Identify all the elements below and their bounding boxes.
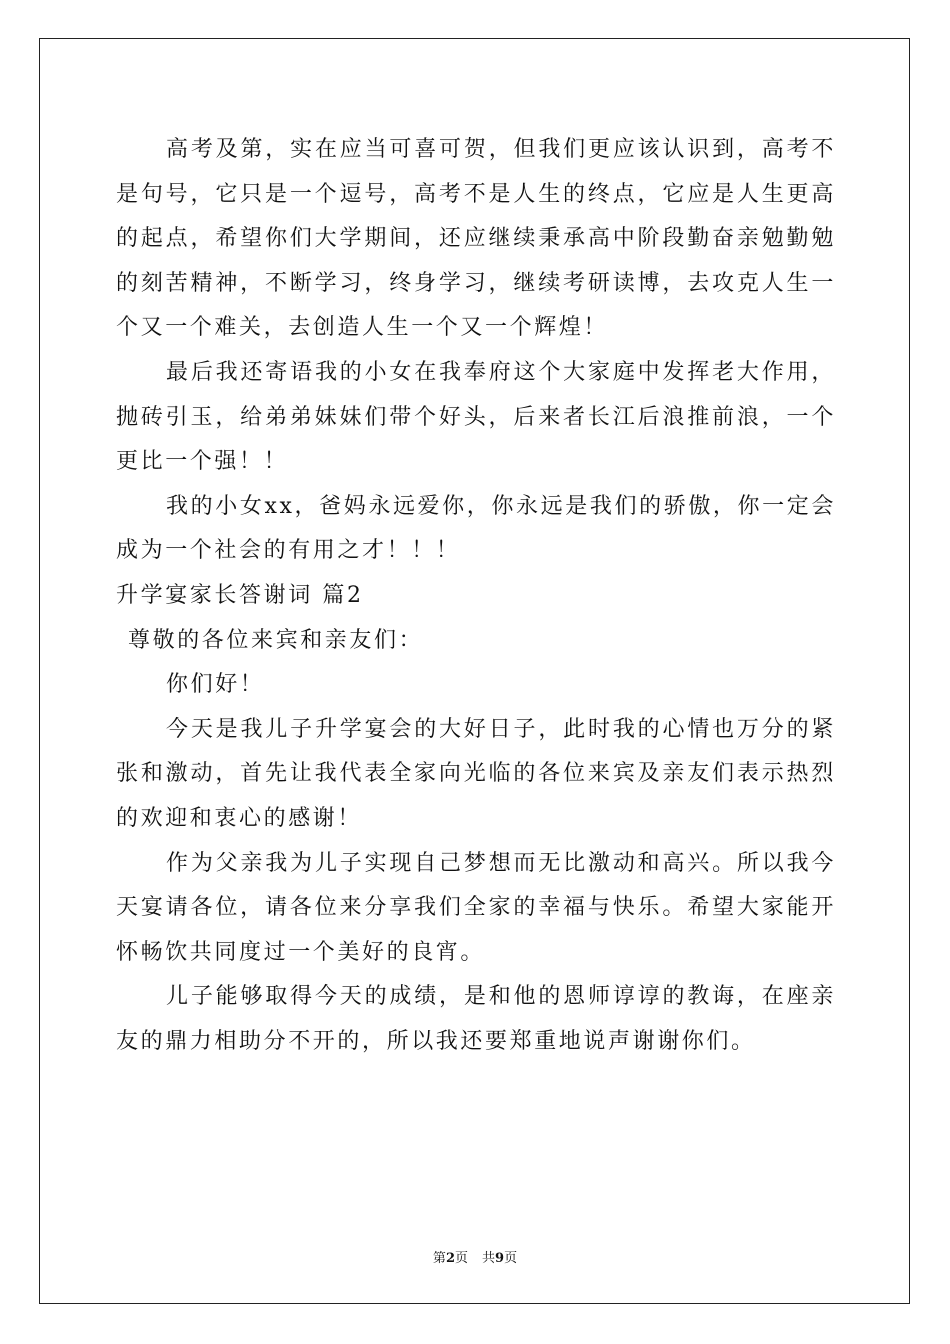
page-number: 2 xyxy=(445,1251,455,1266)
salutation: 尊敬的各位来宾和亲友们： xyxy=(128,627,424,653)
page-prefix: 第 xyxy=(432,1251,446,1266)
paragraph: 我的小女xx，爸妈永远爱你，你永远是我们的骄傲，你一定会成为一个社会的有用之才！！！ xyxy=(116,493,836,564)
section-heading: 升学宴家长答谢词 篇2 xyxy=(116,582,364,608)
page-footer xyxy=(0,1247,950,1266)
total-suffix: 页 xyxy=(504,1251,518,1266)
page-suffix: 页 xyxy=(454,1251,468,1266)
paragraph: 最后我还寄语我的小女在我奉府这个大家庭中发挥老大作用，抛砖引玉，给弟弟妹妹们带个好头，后来者长江后浪推前浪，一个更比一个强！！ xyxy=(116,359,836,475)
paragraph: 今天是我儿子升学宴会的大好日子，此时我的心情也万分的紧张和激动，首先让我代表全家向光临的各位来宾及亲友们表示热烈的欢迎和衷心的感谢！ xyxy=(116,716,836,831)
total-prefix: 共 xyxy=(482,1251,496,1266)
greeting: 你们好！ xyxy=(166,672,265,698)
paragraph: 高考及第，实在应当可喜可贺，但我们更应该认识到，高考不是句号，它只是一个逗号，高考不是人生的终点，它应是人生更高的起点，希望你们大学期间，还应继续秉承高中阶段勤奋亲勉勤勉的刻苦精神，不断学习，终身学习，继续考研读博，去攻克人生一个又一个难关，去创造人生一个又一个辉煌！ xyxy=(116,137,836,341)
paragraph: 作为父亲我为儿子实现自己梦想而无比激动和高兴。所以我今天宴请各位，请各位来分享我们全家的幸福与快乐。希望大家能开怀畅饮共同度过一个美好的良宵。 xyxy=(116,850,836,965)
document-body xyxy=(116,128,836,1064)
paragraph: 儿子能够取得今天的成绩，是和他的恩师谆谆的教诲，在座亲友的鼎力相助分不开的，所以我还要郑重地说声谢谢你们。 xyxy=(116,984,836,1054)
total-pages: 9 xyxy=(495,1251,505,1266)
